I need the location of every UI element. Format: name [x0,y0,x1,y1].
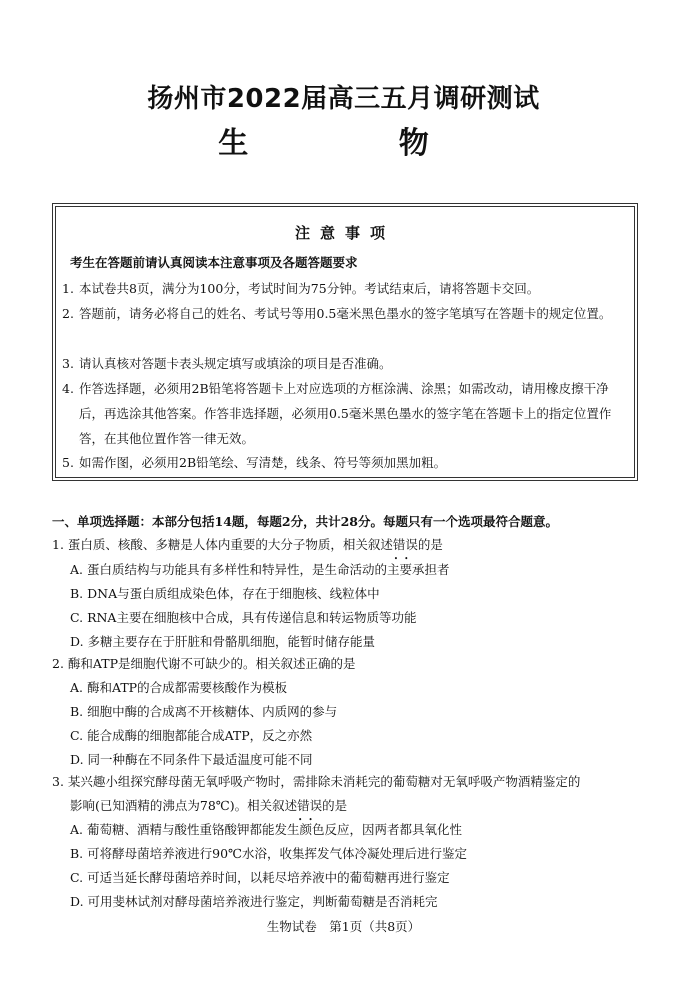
answer-option: A. 酶和ATP的合成都需要核酸作为模板 [70,680,288,695]
notice-box [52,203,638,481]
question-stem-text: 影响(已知酒精的沸点为78℃)。相关叙述 [70,798,298,813]
question-stem-text: 1. 蛋白质、核酸、多糖是人体内重要的大分子物质，相关叙述 [52,537,393,552]
exam-title: 扬州市2022届高三五月调研测试 [147,84,540,114]
notice-item-text: 请认真核对答题卡表头规定填写或填涂的项目是否准确。 [79,356,392,371]
notice-item-text: 作答选择题，必须用2B铅笔将答题卡上对应选项的方框涂满、涂黑；如需改动，请用橡皮擦干净后，再选涂其他答案。作答非选择题，必须用0.5毫米黑色墨水的签字笔在答题卡上的指定位置作答，在其他位置作答一律无效。 [79,381,612,446]
answer-option: B. 可将酵母菌培养液进行90℃水浴，收集挥发气体冷凝处理后进行鉴定 [70,846,468,861]
page-footer: 生物试卷 第1页（共8页） [266,919,421,934]
question-stem-text: 的是 [417,537,443,552]
notice-item-number: 5. [62,455,74,470]
notice-item-text: 本试卷共8页，满分为100分，考试时间为75分钟。考试结束后，请将答题卡交回。 [79,281,540,296]
answer-option: D. 多糖主要存在于肝脏和骨骼肌细胞，能暂时储存能量 [70,634,376,649]
notice-item-text: 答题前，请务必将自己的姓名、考试号等用0.5毫米黑色墨水的签字笔填写在答题卡的规定位置。 [79,306,612,321]
question-stem [70,794,640,818]
notice-item [62,450,630,475]
notice-item [62,376,630,451]
question-stem-line: 3. 某兴趣小组探究酵母菌无氧呼吸产物时，需排除未消耗完的葡萄糖对无氧呼吸产物酒精鉴定的 [52,774,581,789]
answer-option: B. 细胞中酶的合成离不开核糖体、内质网的参与 [70,704,338,719]
answer-option: C. 可适当延长酵母菌培养时间，以耗尽培养液中的葡萄糖再进行鉴定 [70,870,450,885]
question-stem [52,652,642,676]
question-stem-text: 2. 酶和ATP是细胞代谢不可缺少的。相关叙述正确的是 [52,656,356,671]
notice-item [62,351,630,376]
notice-item-number: 2. [62,306,74,321]
answer-option: A. 葡萄糖、酒精与酸性重铬酸钾都能发生颜色反应，因两者都具氧化性 [70,822,462,837]
answer-option: C. 能合成酶的细胞都能合成ATP，反之亦然 [70,728,313,743]
notice-item-number: 3. [62,356,74,371]
answer-option: B. DNA与蛋白质组成染色体，存在于细胞核、线粒体中 [70,586,380,601]
answer-option: D. 可用斐林试剂对酵母菌培养液进行鉴定，判断葡萄糖是否消耗完 [70,894,438,909]
notice-item-text: 如需作图，必须用2B铅笔绘、写清楚，线条、符号等须加黑加粗。 [79,455,447,470]
section-heading: 一、单项选择题：本部分包括14题，每题2分，共计28分。每题只有一个选项最符合题意。 [52,514,558,529]
answer-option: C. RNA主要在细胞核中合成，具有传递信息和转运物质等功能 [70,610,417,625]
question-stem-text: 的是 [322,798,348,813]
notice-item [62,276,630,301]
subject-title: 生 物 [218,126,469,161]
notice-item-number: 1. [62,281,74,296]
answer-option: A. 蛋白质结构与功能具有多样性和特异性，是生命活动的主要承担者 [70,562,450,577]
notice-inner-border [55,206,635,478]
notice-subtitle: 考生在答题前请认真阅读本注意事项及各题答题要求 [70,255,358,270]
emphasis-text: 错误 • • [393,533,418,557]
emphasis-text: 错误 • • [297,794,322,818]
notice-item-number: 4. [62,381,74,396]
question-stem [52,533,642,557]
notice-title: 注意事项 [294,224,395,242]
notice-item [62,301,630,326]
answer-option: D. 同一种酶在不同条件下最适温度可能不同 [70,752,313,767]
